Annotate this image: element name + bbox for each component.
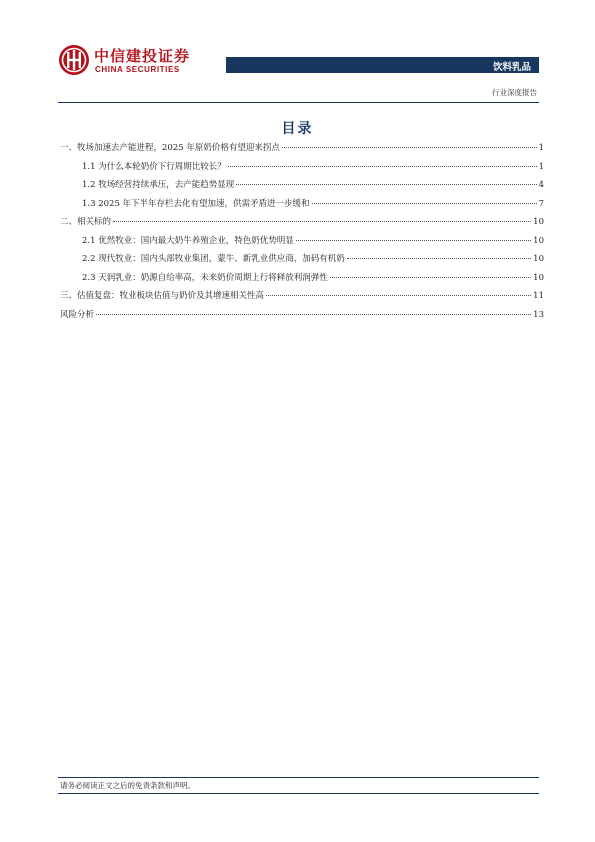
brand-name-cn: 中信建投证券 bbox=[94, 47, 191, 65]
toc-page-number: 1 bbox=[538, 143, 544, 153]
toc-page-number: 11 bbox=[533, 291, 544, 301]
footer-divider-bottom bbox=[58, 793, 539, 794]
toc-page-number: 10 bbox=[533, 217, 544, 227]
toc-entry-2-1[interactable] bbox=[60, 236, 544, 255]
toc-leader-dots bbox=[266, 295, 531, 296]
toc-page-number: 1 bbox=[538, 161, 544, 172]
toc-leader-dots bbox=[347, 258, 531, 259]
toc-page-number: 13 bbox=[533, 309, 544, 320]
toc-leader-dots bbox=[330, 277, 531, 278]
toc-leader-dots bbox=[236, 184, 536, 185]
toc-entry-label: 2.2 现代牧业：国内头部牧业集团，蒙牛、新乳业供应商，加码有机奶 bbox=[82, 254, 345, 264]
toc-entry-label: 1.1 为什么本轮奶价下行周期比较长？ bbox=[82, 161, 226, 172]
toc-leader-dots bbox=[96, 314, 531, 315]
toc-entry-1[interactable] bbox=[60, 143, 544, 162]
toc-entry-2[interactable] bbox=[60, 217, 544, 236]
disclaimer-note: 请务必阅读正文之后的免责条款和声明。 bbox=[60, 781, 195, 790]
toc-leader-dots bbox=[228, 166, 537, 167]
header-divider bbox=[58, 102, 539, 103]
toc-entry-label: 2.1 优然牧业：国内最大奶牛养殖企业，特色奶优势明显 bbox=[82, 235, 294, 246]
toc-page-number: 10 bbox=[533, 272, 544, 283]
header-bar bbox=[226, 57, 539, 73]
toc-page-number: 10 bbox=[533, 254, 544, 264]
toc-entry-label: 1.3 2025 年下半年存栏去化有望加速，供需矛盾进一步缓和 bbox=[82, 198, 310, 209]
toc-entry-1-3[interactable] bbox=[60, 199, 544, 218]
toc-entry-2-2[interactable] bbox=[60, 254, 544, 273]
footer-divider bbox=[58, 777, 539, 778]
table-of-contents bbox=[60, 143, 544, 328]
toc-entry-label: 风险分析 bbox=[60, 309, 95, 320]
toc-entry-risk[interactable] bbox=[60, 310, 544, 329]
toc-leader-dots bbox=[312, 203, 537, 204]
toc-page-number: 4 bbox=[538, 180, 544, 190]
toc-entry-2-3[interactable] bbox=[60, 273, 544, 292]
toc-entry-label: 1.2 牧场经营持续承压，去产能趋势显现 bbox=[82, 180, 235, 190]
toc-entry-1-1[interactable] bbox=[60, 162, 544, 181]
toc-page-number: 7 bbox=[538, 198, 544, 209]
report-type-label: 行业深度报告 bbox=[492, 88, 537, 97]
toc-leader-dots bbox=[113, 221, 531, 222]
toc-leader-dots bbox=[296, 240, 531, 241]
toc-entry-label: 二、相关标的 bbox=[60, 217, 112, 227]
toc-entry-1-2[interactable] bbox=[60, 180, 544, 199]
toc-entry-3[interactable] bbox=[60, 291, 544, 310]
toc-page-number: 10 bbox=[533, 235, 544, 246]
china-securities-logo-icon bbox=[58, 44, 90, 76]
sector-tag: 饮料乳品 bbox=[492, 62, 531, 73]
toc-title: 目录 bbox=[281, 121, 314, 137]
toc-entry-label: 2.3 天润乳业：奶源自给率高，未来奶价周期上行将释放利润弹性 bbox=[82, 272, 328, 283]
brand-name-en: CHINA SECURITIES bbox=[95, 65, 180, 74]
toc-entry-label: 三、估值复盘：牧业板块估值与奶价及其增速相关性高 bbox=[60, 291, 265, 301]
toc-entry-label: 一、牧场加速去产能进程，2025 年原奶价格有望迎来拐点 bbox=[60, 143, 280, 153]
toc-leader-dots bbox=[282, 147, 537, 148]
